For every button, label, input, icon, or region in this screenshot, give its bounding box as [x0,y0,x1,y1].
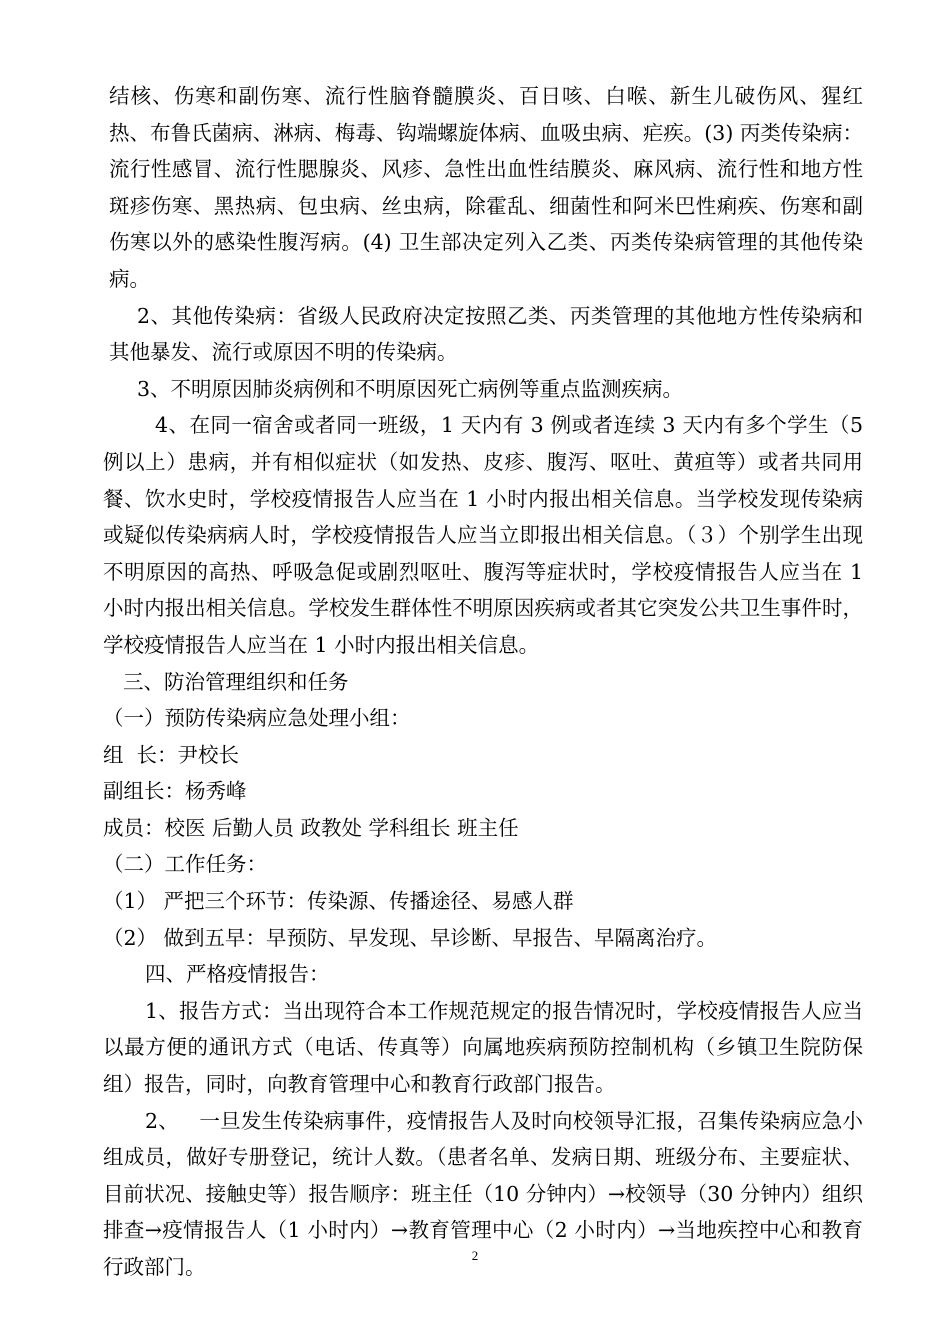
group-title: （一）预防传染病应急处理小组： [103,706,411,731]
document-body [103,78,863,1286]
paragraph-disease-list: 结核、伤寒和副伤寒、流行性脑脊髓膜炎、百日咳、白喉、新生儿破伤风、猩红热、布鲁氏菌病、淋病、梅毒、钩端螺旋体病、血吸虫病、疟疾。(3) 丙类传染病：流行性感冒、流行性腮腺炎、风疹、急性出血性结膜炎、麻风病、流行性和地方性斑疹伤寒、黑热病、包虫病、丝虫病，除霍乱、细菌性和阿米巴性痢疾、伤寒和副伤寒以外的感染性腹泻病。(4) 卫生部决定列入乙类、丙类传染病管理的其他传染病。 [109,84,863,291]
paragraph-report-method: 1、报告方式：当出现符合本工作规范规定的报告情况时，学校疫情报告人应当以最方便的通讯方式（电话、传真等）向属地疾病预防控制机构（乡镇卫生院防保组）报告，同时，向教育管理中心和教育行政部门报告。 [103,998,863,1097]
paragraph-dormitory-reporting: 4、在同一宿舍或者同一班级，1 天内有 3 例或者连续 3 天内有多个学生（5 例以上）患病，并有相似症状（如发热、皮疹、腹泻、呕吐、黄疸等）或者共同用餐、饮水史时，学校疫情报告人应当在 1 小时内报出相关信息。当学校发现传染病或疑似传染病病人时，学校疫情报告人应当立即报出相关信息。（３）个别学生出现不明原因的高热、呼吸急促或剧烈呕吐、腹泻等症状时，学校疫情报告人应当在 1 小时内报出相关信息。学校发生群体性不明原因疾病或者其它突发公共卫生事件时，学校疫情报告人应当在 1 小时内报出相关信息。 [103,413,863,657]
tasks-title: （二）工作任务： [103,852,267,877]
paragraph-other-diseases: 2、其他传染病：省级人民政府决定按照乙类、丙类管理的其他地方性传染病和其他暴发、流行或原因不明的传染病。 [109,303,863,365]
group-leader: 组 长：尹校长 [103,742,240,767]
group-vice-leader: 副组长：杨秀峰 [103,779,247,804]
section-heading-reporting: 四、严格疫情报告： [145,962,330,987]
paragraph-unknown-pneumonia: 3、不明原因肺炎病例和不明原因死亡病例等重点监测疾病。 [137,376,684,401]
task-item-1: （1） 严把三个环节：传染源、传播途径、易感人群 [103,889,574,914]
page-number: 2 [471,1248,479,1263]
section-heading-management: 三、防治管理组织和任务 [123,669,349,694]
paragraph-report-sequence: 2、 一旦发生传染病事件，疫情报告人及时向校领导汇报，召集传染病应急小组成员，做好专册登记，统计人数。（患者名单、发病日期、班级分布、主要症状、目前状况、接触史等）报告顺序：班主任（10 分钟内）→校领导（30 分钟内）组织排查→疫情报告人（1 小时内）→教育管理中心（2 小时内）→当地疾控中心和教育行政部门。 [103,1108,863,1279]
group-members: 成员：校医 后勤人员 政教处 学科组长 班主任 [103,815,519,840]
task-item-2: （2） 做到五早：早预防、早发现、早诊断、早报告、早隔离治疗。 [103,925,718,950]
